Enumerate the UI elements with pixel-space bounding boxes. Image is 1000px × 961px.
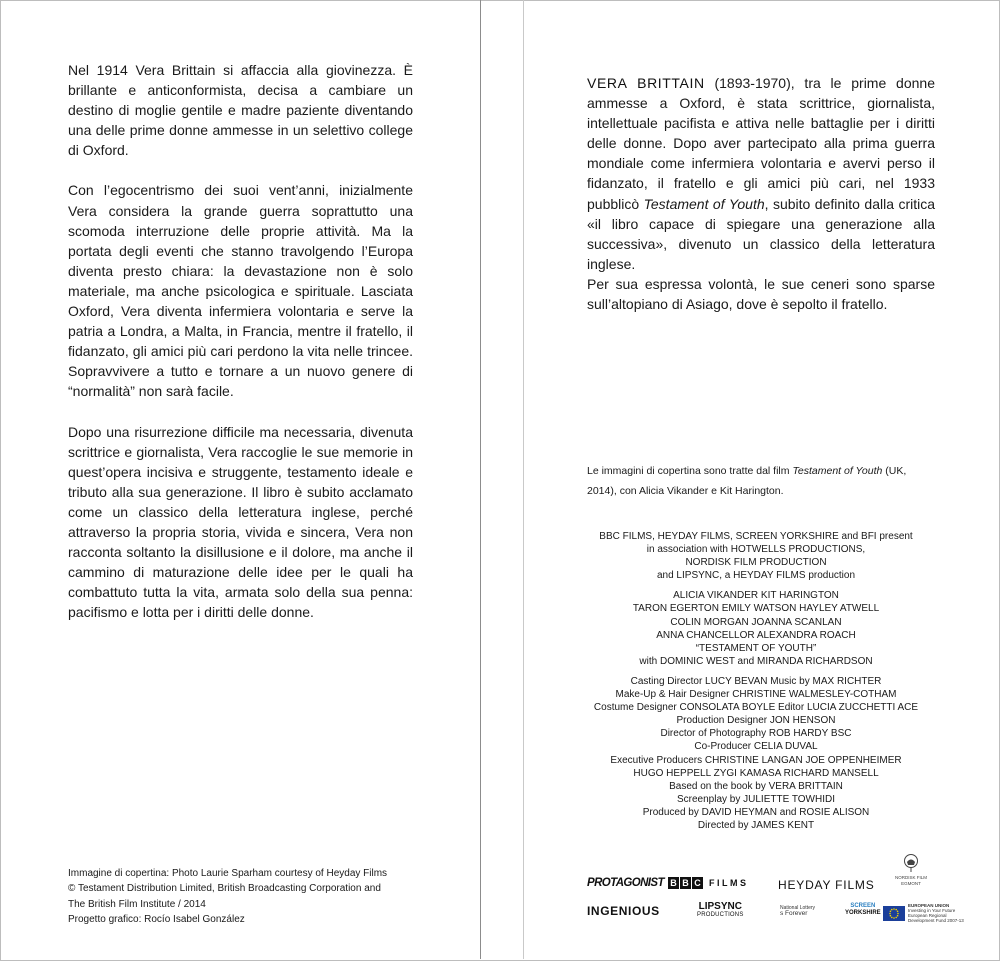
- film-title: Testament of Youth: [792, 465, 883, 477]
- synopsis-paragraph: Con l’egocentrismo dei suoi vent’anni, inizialmente Vera considera la grande guerra soprattutto una scomoda interruzione delle proprie attività. Ma la portata degli eventi che stanno travolgendo l’Europa diventa presto chiara: la devastazione non è solo materiale, ma anche psicologica e spirituale. Lasciata Oxford, Vera diventa infermiera volontaria e serve la patria a Londra, a Malta, in Francia, mentre il fratello, il fidanzato, gli amici più cari perdono la vita nelle trincee. Sopravvivere a tutto e tornare a un nuovo genere di “normalità” non sarà facile.: [68, 182, 413, 400]
- bbc-films-logo: [668, 877, 749, 889]
- sy-yorkshire-text: YORKSHIRE: [845, 910, 881, 916]
- eu-fund-logo: [883, 903, 964, 923]
- credit-line: Produced by DAVID HEYMAN and ROSIE ALISON: [642, 806, 870, 818]
- credit-line: BBC FILMS, HEYDAY FILMS, SCREEN YORKSHIRE and BFI present: [599, 531, 913, 542]
- bbc-letter: B: [680, 877, 691, 889]
- eu-flag-icon: [883, 906, 905, 921]
- credit-line: Make-Up & Hair Designer CHRISTINE WALMESLEY-COTHAM: [615, 689, 897, 701]
- credit-line: Costume Designer CONSOLATA BOYLE Editor LUCIA ZUCCHETTI ACE: [593, 702, 919, 714]
- credit-line: Production Designer JON HENSON: [676, 715, 836, 727]
- egmont-text: EGMONT: [901, 881, 921, 886]
- eu-line: Development Fund 2007-13: [908, 918, 964, 923]
- cover-credits-footer: [68, 866, 428, 927]
- credit-line: “TESTAMENT OF YOUTH”: [695, 642, 817, 654]
- bio-text: (1893-1970), tra le prime donne ammesse a Oxford, è stata scrittrice, giornalista, intellettuale pacifista e attiva nelle battaglie per i diritti delle donne. Dopo aver partecipato alla prima guerra mondiale come infermiera volontaria e avervi perso il fidanzato, il fratello e gli amici più cari, nel 1933 pubblicò: [587, 75, 935, 212]
- sy-screen-text: SCREEN: [850, 903, 876, 909]
- credit-line: NORDISK FILM PRODUCTION: [685, 557, 827, 569]
- credit-line: TARON EGERTON EMILY WATSON HAYLEY ATWELL: [632, 603, 880, 615]
- lipsync-subtext: PRODUCTIONS: [697, 912, 744, 918]
- credit-line: and LIPSYNC, a HEYDAY FILMS production: [656, 570, 856, 582]
- credit-line: Screenplay by JULIETTE TOWHIDI: [676, 793, 835, 805]
- screen-yorkshire-logo: [845, 903, 881, 917]
- polar-bear-icon: [902, 853, 920, 873]
- eu-text: [908, 903, 964, 923]
- credit-line: ALICIA VIKANDER KIT HARINGTON: [673, 590, 839, 602]
- credits-group-presenters: [576, 530, 936, 582]
- book-title: Testament of Youth: [643, 195, 765, 212]
- credit-line: Director of Photography ROB HARDY BSC: [660, 728, 852, 740]
- bio-paragraph: [587, 73, 935, 274]
- credits-group-crew: [576, 675, 936, 832]
- credit-line: Directed by JAMES KENT: [697, 819, 815, 831]
- author-bio: [587, 73, 935, 314]
- credit-line: Co-Producer CELIA DUVAL: [694, 741, 818, 753]
- credit-line: with DOMINIC WEST and MIRANDA RICHARDSON: [639, 655, 873, 667]
- credit-line: ANNA CHANCELLOR ALEXANDRA ROACH: [656, 629, 856, 641]
- note-text: (UK, 2014), con Alicia Vikander e Kit Harington.: [587, 465, 907, 497]
- note-text: Le immagini di copertina sono tratte dal film: [587, 465, 793, 477]
- footer-line: The British Film Institute / 2014: [68, 898, 206, 910]
- film-credits-block: [576, 530, 936, 839]
- eu-line: European Regional: [908, 913, 947, 918]
- footer-line: © Testament Distribution Limited, British Broadcasting Corporation and: [68, 883, 381, 895]
- nordisk-film-logo: [888, 853, 934, 887]
- national-lottery-logo: [780, 905, 815, 917]
- nordisk-text: NORDISK FILM: [894, 875, 927, 880]
- protagonist-logo: PROTAGONIST: [587, 877, 664, 889]
- lottery-subtext: s Forever: [780, 910, 808, 917]
- flap-fold-line: [523, 0, 524, 959]
- author-name: VERA BRITTAIN: [587, 75, 705, 91]
- footer-line: Progetto grafico: Rocío Isabel González: [68, 913, 245, 925]
- credit-line: Based on the book by VERA BRITTAIN: [669, 780, 843, 792]
- credit-line: Casting Director LUCY BEVAN Music by MAX RICHTER: [630, 675, 882, 687]
- credits-group-cast: [576, 589, 936, 668]
- page-fold-line: [480, 0, 481, 959]
- left-page-synopsis: [68, 60, 413, 642]
- ingenious-logo: INGENIOUS: [587, 904, 660, 918]
- footer-line: Immagine di copertina: Photo Laurie Sparham courtesy of Heyday Films: [68, 868, 388, 879]
- cover-image-note: [587, 461, 937, 501]
- lipsync-logo: [697, 902, 744, 920]
- bbc-letter: B: [668, 877, 679, 889]
- credit-line: COLIN MORGAN JOANNA SCANLAN: [670, 616, 842, 628]
- credit-line: in association with HOTWELLS PRODUCTIONS,: [646, 544, 866, 556]
- lipsync-text: LIPSYNC: [698, 901, 742, 912]
- bbc-letter: C: [692, 877, 703, 889]
- eu-title: EUROPEAN UNION: [908, 903, 950, 908]
- eu-line: Investing in Your Future: [908, 908, 956, 913]
- credit-line: HUGO HEPPELL ZYGI KAMASA RICHARD MANSELL: [633, 767, 879, 779]
- heyday-films-logo: HEYDAY FILMS: [778, 878, 875, 892]
- bio-paragraph: Per sua espressa volontà, le sue ceneri sono sparse sull’altopiano di Asiago, dove è sepolto il fratello.: [587, 275, 935, 313]
- bbc-films-text: FILMS: [709, 878, 749, 888]
- synopsis-paragraph: Dopo una risurrezione difficile ma necessaria, divenuta scrittrice e giornalista, Vera raccoglie le sue memorie in quest’opera incisiva e struggente, testamento ideale e tributo alla sua generazione. Il libro è subito acclamato come un classico della letteratura inglese, perché attraverso la propria storia, vivida e sincera, Vera non racconta soltanto la disillusione e il dolore, ma anche il cammino di maturazione delle idee per le quali ha combattuto tutta la vita, armata solo della sua penna: pacifismo e lotta per i diritti delle donne.: [68, 423, 413, 621]
- lottery-text: National Lottery: [780, 905, 816, 911]
- synopsis-paragraph: Nel 1914 Vera Brittain si affaccia alla giovinezza. È brillante e anticonformista, decisa a cambiare un destino di moglie gentile e madre paziente diventando una delle prime donne ammesse in un selettivo college di Oxford.: [68, 62, 413, 159]
- credit-line: Executive Producers CHRISTINE LANGAN JOE OPPENHEIMER: [610, 754, 902, 766]
- bio-text: , subito definito dalla critica «il libro capace di spiegare una generazione alla successiva», divenuto un classico della letteratura inglese.: [587, 195, 936, 272]
